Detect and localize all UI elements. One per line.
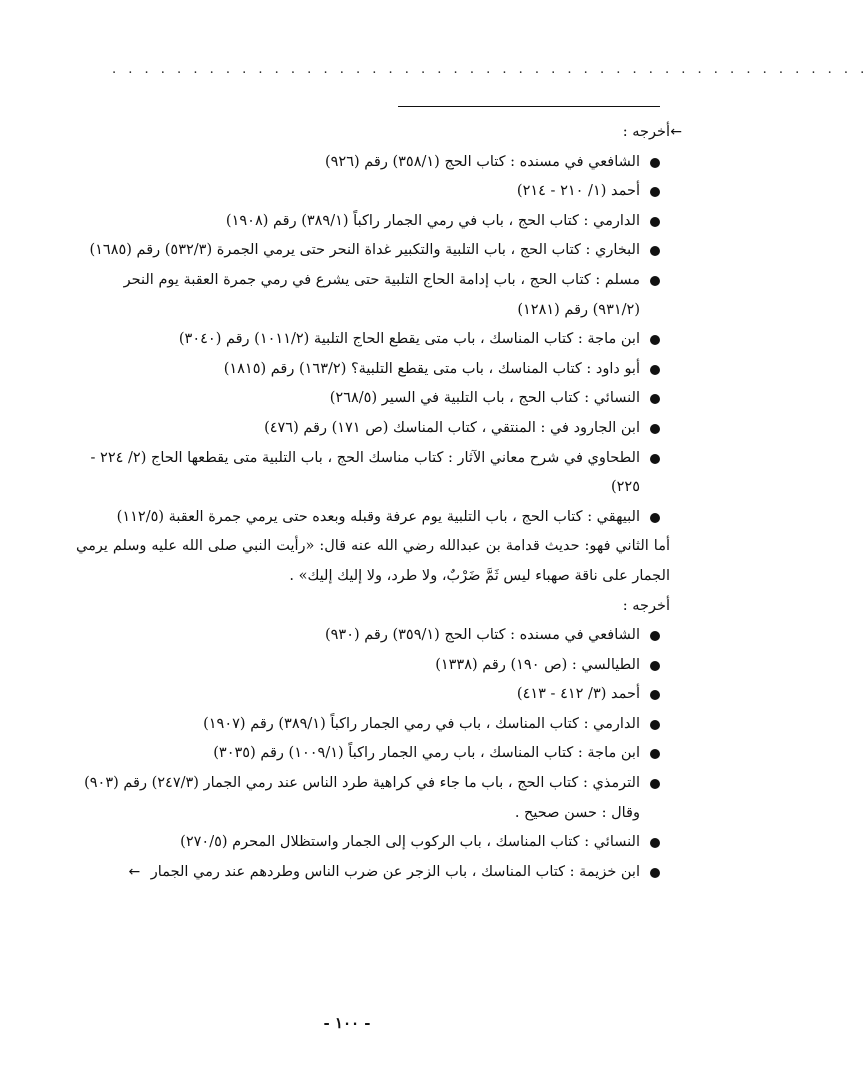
page-number: - ١٠٠ - xyxy=(323,1014,371,1032)
heading-text: أخرجه : xyxy=(622,124,670,140)
bullet-icon xyxy=(650,749,660,759)
item-text: ابن الجارود في : المنتقي ، كتاب المناسك (ص ١٧١) رقم (٤٧٦) xyxy=(264,419,640,436)
item-text: ابن ماجة : كتاب المناسك ، باب متى يقطع الحاج التلبية (١٠١١/٢) رقم (٣٠٤٠) xyxy=(178,331,640,348)
list-item xyxy=(76,710,670,740)
list-item xyxy=(76,503,670,533)
list-item xyxy=(76,148,670,178)
arrow-left-icon: ← xyxy=(128,863,141,880)
list-item xyxy=(76,325,670,355)
list-item xyxy=(76,621,670,651)
content xyxy=(76,118,682,887)
bullet-icon xyxy=(650,868,660,878)
bullet-icon xyxy=(650,335,660,345)
item-text: الشافعي في مسنده : كتاب الحج (٣٥٨/١) رقم (٩٢٦) xyxy=(324,153,640,170)
list-item xyxy=(76,828,670,858)
list-item xyxy=(76,739,670,769)
list-item xyxy=(76,444,670,503)
bullet-icon xyxy=(650,779,660,789)
header-dots: . . . . . . . . . . . . . . . . . . . . . . . . . . . . . . . . . . . . . . . . . . . . . . . xyxy=(112,62,868,77)
item-text: البيهقي : كتاب الحج ، باب التلبية يوم عرفة وقبله وبعده حتى يرمي جمرة العقبة (١١٢/٥) xyxy=(116,508,640,525)
list-item xyxy=(76,680,670,710)
item-text: الشافعي في مسنده : كتاب الحج (٣٥٩/١) رقم (٩٣٠) xyxy=(324,627,640,644)
section1-heading xyxy=(76,118,682,148)
list-item xyxy=(76,414,670,444)
list-item xyxy=(76,266,670,325)
bullet-icon xyxy=(650,661,660,671)
section2-heading: أخرجه : xyxy=(622,597,670,614)
bullet-icon xyxy=(650,365,660,375)
list-item xyxy=(76,858,670,888)
item-text: مسلم : كتاب الحج ، باب إدامة الحاج التلبية حتى يشرع في رمي جمرة العقبة يوم النحر (٩٣١/٢) رقم (١٢٨١) xyxy=(123,271,640,318)
item-text: البخاري : كتاب الحج ، باب التلبية والتكبير غداة النحر حتى يرمي الجمرة (٥٣٢/٣) رقم (١٦٨٥) xyxy=(89,242,640,259)
item-text: الدارمي : كتاب المناسك ، باب في رمي الجمار راكباً (٣٨٩/١) رقم (١٩٠٧) xyxy=(203,715,640,732)
bullet-icon xyxy=(650,454,660,464)
item-text: الدارمي : كتاب الحج ، باب في رمي الجمار راكباً (٣٨٩/١) رقم (١٩٠٨) xyxy=(225,212,640,229)
bullet-icon xyxy=(650,838,660,848)
list-item xyxy=(76,236,670,266)
list-item xyxy=(76,384,670,414)
bullet-icon xyxy=(650,424,660,434)
item-text: النسائي : كتاب المناسك ، باب الركوب إلى الجمار واستظلال المحرم (٢٧٠/٥) xyxy=(180,834,640,851)
bullet-icon xyxy=(650,690,660,700)
bullet-icon xyxy=(650,276,660,286)
item-text: الطحاوي في شرح معاني الآثار : كتاب مناسك الحج ، باب التلبية متى يقطعها الحاج (٢/ ٢٢٤ - ٢٢٥) xyxy=(90,449,640,496)
list-item xyxy=(76,651,670,681)
bullet-icon xyxy=(650,217,660,227)
bullet-icon xyxy=(650,246,660,256)
bullet-icon xyxy=(650,513,660,523)
list-item xyxy=(76,355,670,385)
item-text: ابن خزيمة : كتاب المناسك ، باب الزجر عن ضرب الناس وطردهم عند رمي الجمار xyxy=(150,863,640,880)
item-text: أحمد (٣/ ٤١٢ - ٤١٣) xyxy=(516,686,640,703)
item-text: النسائي : كتاب الحج ، باب التلبية في السير (٢٦٨/٥) xyxy=(329,390,640,407)
header-rule xyxy=(398,106,660,107)
bullet-icon xyxy=(650,158,660,168)
paragraph-text: أما الثاني فهو: حديث قدامة بن عبدالله رضي الله عنه قال: «رأيت النبي صلى الله عليه وسلم يرمي الجمار على ناقة صهباء ليس ثَمَّ ضَرْبٌ، ولا طرد، ولا إليك إليك» . xyxy=(76,538,670,584)
item-text: ابن ماجة : كتاب المناسك ، باب رمي الجمار راكباً (١٠٠٩/١) رقم (٣٠٣٥) xyxy=(213,745,640,762)
item-text: أبو داود : كتاب المناسك ، باب متى يقطع التلبية؟ (١٦٣/٢) رقم (١٨١٥) xyxy=(223,360,640,377)
list-item xyxy=(76,769,670,828)
bullet-icon xyxy=(650,631,660,641)
item-text: الطيالسي : (ص ١٩٠) رقم (١٣٣٨) xyxy=(435,656,640,673)
bullet-icon xyxy=(650,720,660,730)
item-text: الترمذي : كتاب الحج ، باب ما جاء في كراهية طرد الناس عند رمي الجمار (٢٤٧/٣) رقم (٩٠٣) وقال : حسن صحيح . xyxy=(84,775,640,821)
bullet-icon xyxy=(650,187,660,197)
bullet-icon xyxy=(650,394,660,404)
list-item xyxy=(76,207,670,237)
item-text: أحمد (١/ ٢١٠ - ٢١٤) xyxy=(516,183,640,200)
arrow-right-icon: ← xyxy=(670,124,682,140)
list-item xyxy=(76,177,670,207)
